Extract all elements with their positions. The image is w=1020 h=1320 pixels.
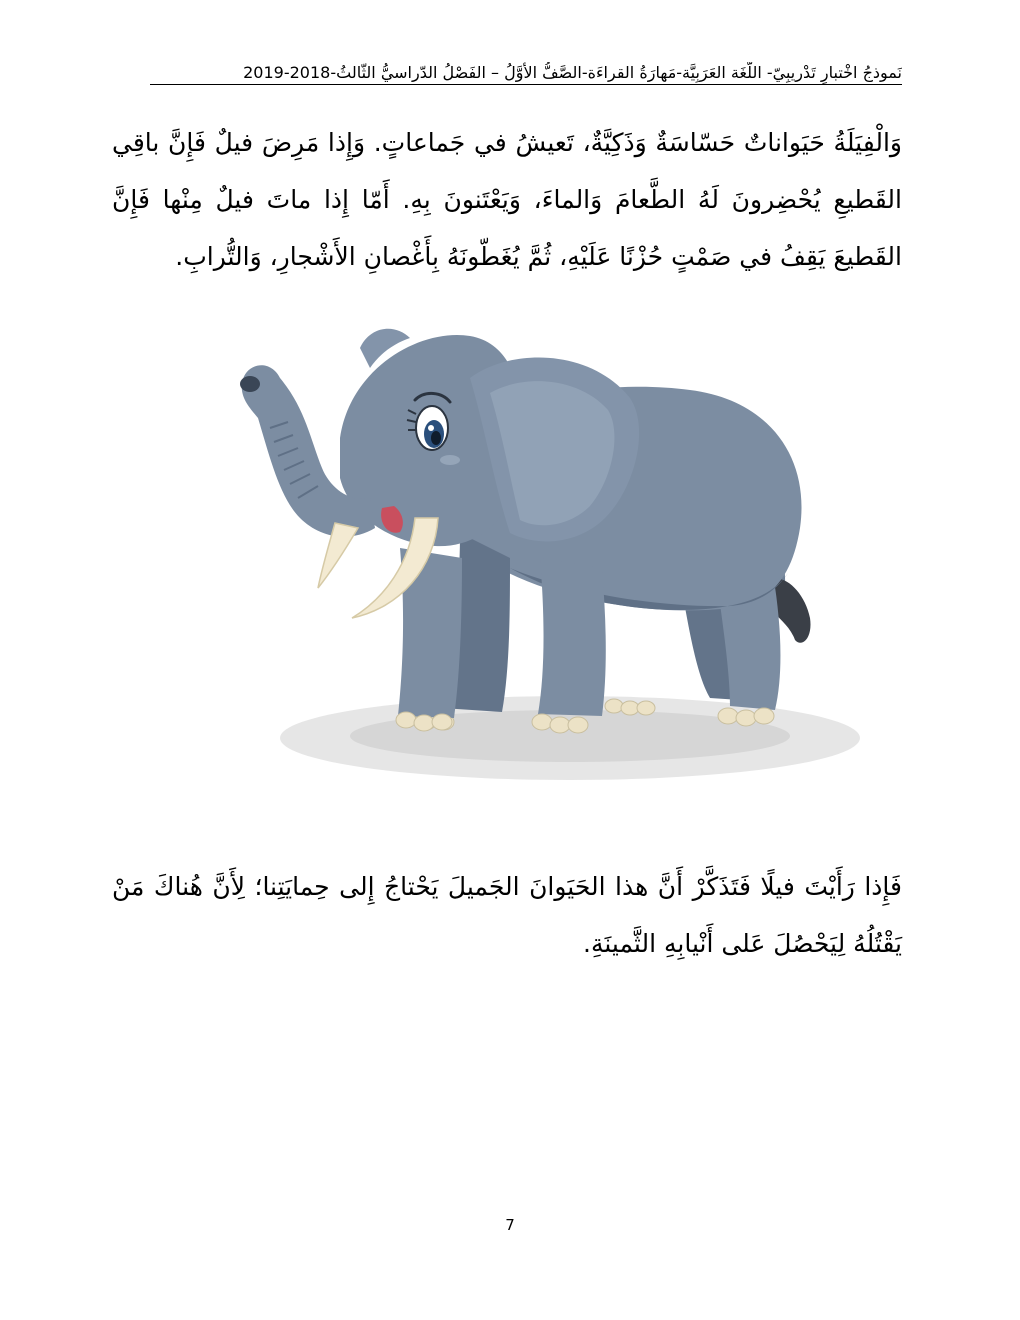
trunk-tip [240,376,260,392]
paragraph-1: وَالْفِيَلَةُ حَيَواناتٌ حَسّاسَةٌ وَذَكِيَّةٌ، تَعيشُ في جَماعاتٍ. وَإِذا مَرِضَ فيلٌ فَإِنَّ باقِي القَطيعِ يُحْضِرونَ لَهُ الطَّعامَ وَالماءَ، وَيَعْتَنونَ بِهِ. أَمّا إِذا ماتَ فيلٌ مِنْها فَإِنَّ القَطيعَ يَقِفُ في صَمْتٍ حُزْنًا عَلَيْهِ، ثُمَّ يُغَطّونَهُ بِأَغْصانِ الأَشْجارِ، وَالتُّرابِ. [112,128,902,271]
paragraph-2: فَإِذا رَأَيْتَ فيلًا فَتَذَكَّرْ أَنَّ هذا الحَيَوانَ الجَميلَ يَحْتاجُ إِلى حِمايَتِنا؛ لِأَنَّ هُناكَ مَنْ يَقْتُلُهُ لِيَحْصُلَ عَلى أَنْيابِهِ الثَّمينَةِ. [112,872,902,958]
page-header: نَموذجُ اخْتبارٍ تَدْريبِيّ- اللُّغَة العَرَبِيَّة-مَهارَةُ القراءَة-الصَّفُّ الأَوَّلُ – الفَصْلُ الدّراسيُّ الثّالثُ-2018-2019 [150,62,902,85]
elephant-illustration [210,318,870,788]
elephant-front-leg-near [538,558,606,716]
page-number: 7 [505,1216,515,1234]
